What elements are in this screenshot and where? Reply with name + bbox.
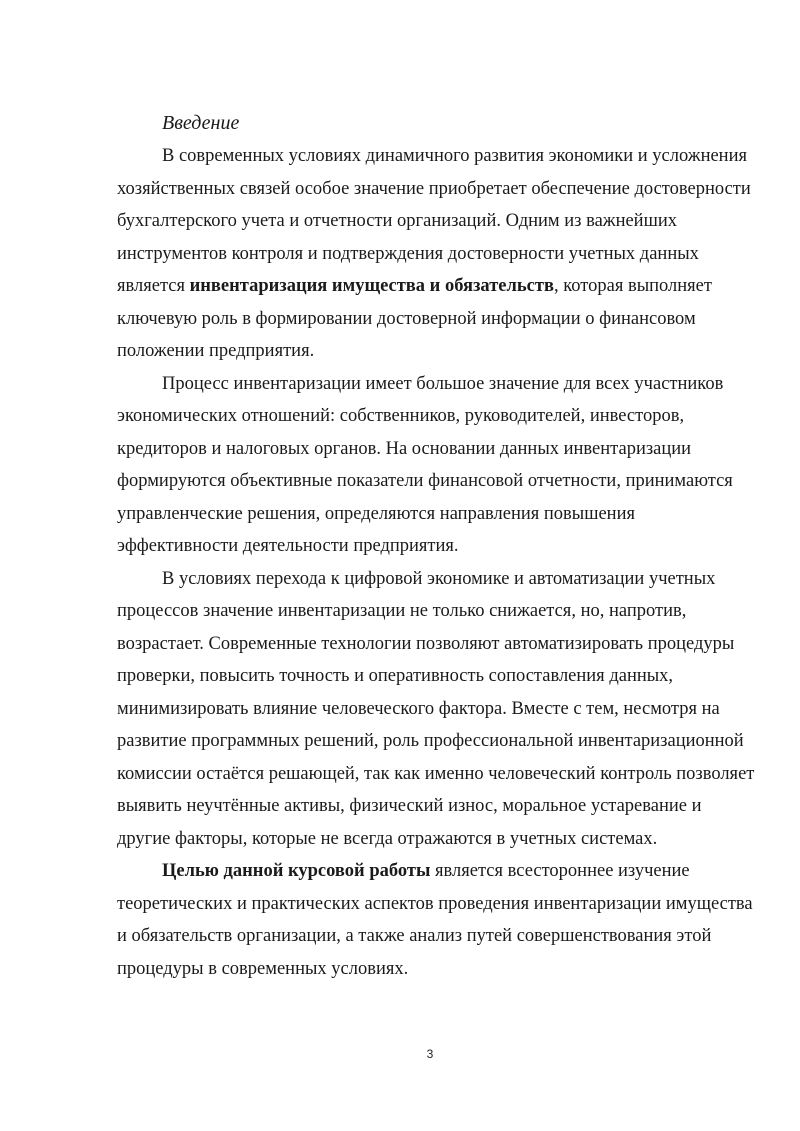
paragraph-2: Процесс инвентаризации имеет большое значение для всех участников экономических отношений: собственников, руководителей, инвесторов, кредиторов и налоговых органов. На основании данных инвентаризации формируются объективные показатели финансовой отчетности, принимаются управленческие решения, определяются направления повышения эффективности деятельности предприятия. — [117, 373, 733, 556]
paragraph-1-text-start: В современных условиях динамичного развития экономики и усложнения хозяйственных связей особое значение приобретает обеспечение достоверности бухгалтерского учета и отчетности организаций. Одним из важнейших инструментов контроля и подтверждения достоверности учетных данных является — [117, 146, 751, 296]
paragraph-4 — [117, 855, 757, 985]
paragraph-3: В условиях перехода к цифровой экономике и автоматизации учетных процессов значение инвентаризации не только снижается, но, напротив, возрастает. Современные технологии позволяют автоматизировать процедуры проверки, повысить точность и оперативность сопоставления данных, минимизировать влияние человеческого фактора. Вместе с тем, несмотря на развитие программных решений, роль профессиональной инвентаризационной комиссии остаётся решающей, так как именно человеческий контроль позволяет выявить неучтённые активы, физический износ, моральное устаревание и другие факторы, которые не всегда отражаются в учетных системах. — [117, 568, 755, 849]
page-number: 3 — [426, 1047, 434, 1061]
paragraph-1-text-end: , которая выполняет ключевую роль в формировании достоверной информации о финансовом положении предприятия. — [117, 276, 712, 361]
paragraph-1-bold-term: инвентаризация имущества и обязательств — [189, 276, 554, 296]
paragraph-4-text: является всестороннее изучение теоретических и практических аспектов проведения инвентаризации имущества и обязательств организации, а также анализ путей совершенствования этой процедуры в современных условиях. — [117, 861, 753, 979]
section-heading: Введение — [162, 112, 240, 134]
paragraph-1 — [117, 140, 757, 368]
document-body — [117, 106, 757, 985]
paragraph-4-bold-term: Целью данной курсовой работы — [162, 861, 431, 881]
